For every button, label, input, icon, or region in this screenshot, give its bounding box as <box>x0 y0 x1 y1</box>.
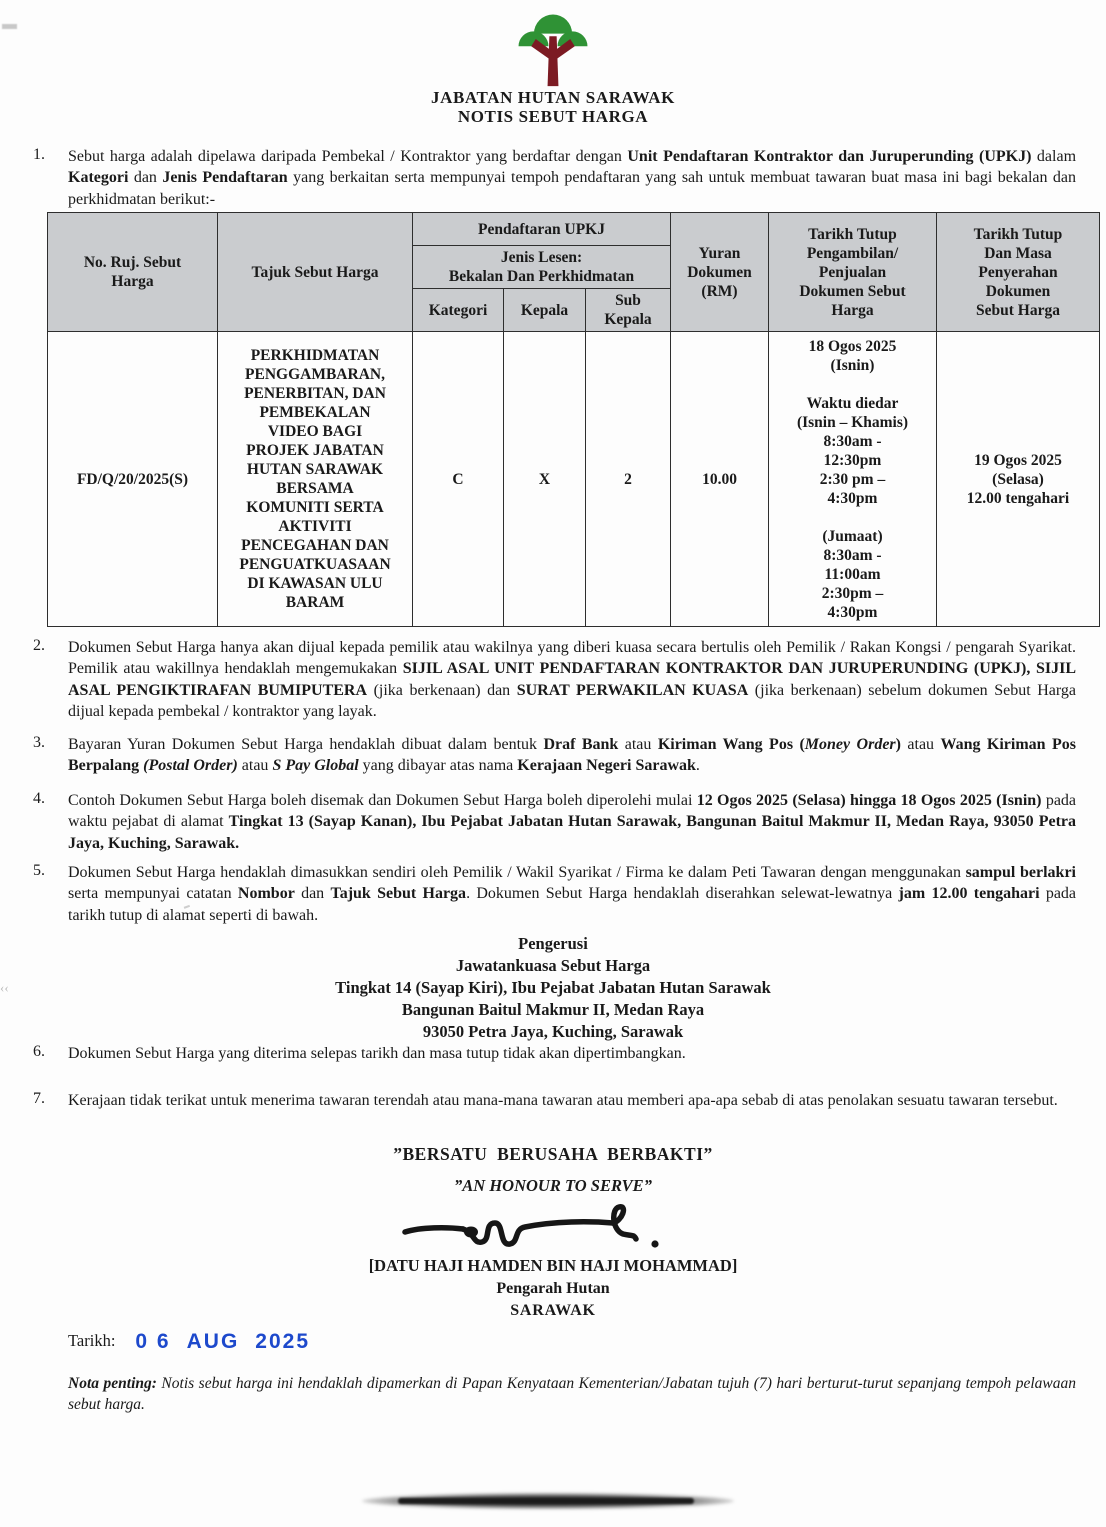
clause-1 <box>33 146 1078 210</box>
cell-tarikh-penyerahan: 19 Ogos 2025 (Selasa) 12.00 tengahari <box>937 332 1100 627</box>
col-header-kategori: Kategori <box>413 289 504 332</box>
date-stamp: 0 6 AUG 2025 <box>135 1330 311 1353</box>
signatory-title: Pengarah Hutan <box>496 1280 610 1297</box>
clause-3 <box>33 734 1078 777</box>
clause-2-number: 2. <box>33 637 45 654</box>
col-header-kepala: Kepala <box>504 289 586 332</box>
col-header-group-upkj: Pendaftaran UPKJ <box>413 213 671 246</box>
clause-4-text: Contoh Dokumen Sebut Harga boleh disemak dan Dokumen Sebut Harga boleh diperolehi mulai 12 Ogos 2025 (Selasa) hingga 18 Ogos 2025 (Isnin) pada waktu pejabat di alamat Tingkat 13 (Sayap Kanan), Ibu Pejabat Jabatan Hutan Sarawak, Bangunan Baitul Makmur II, Medan Raya, 93050 Petra Jaya, Kuching, Sarawak. <box>68 792 1077 852</box>
scan-artifact-bottom-smudge <box>362 1493 734 1509</box>
clause-6-number: 6. <box>33 1043 45 1060</box>
col-header-no-ruj: No. Ruj. Sebut Harga <box>48 213 218 332</box>
cell-tajuk: PERKHIDMATAN PENGGAMBARAN, PENERBITAN, DAN PEMBEKALAN VIDEO BAGI PROJEK JABATAN HUTAN SARAWAK BERSAMA KOMUNITI SERTA AKTIVITI PENCEGAHAN DAN PENGUATKUASAAN DI KAWASAN ULU BARAM <box>218 332 413 627</box>
clause-7-number: 7. <box>33 1090 45 1107</box>
clause-7 <box>33 1090 1078 1111</box>
document-title-line1: JABATAN HUTAN SARAWAK <box>430 88 675 107</box>
col-header-tarikh-penyerahan: Tarikh Tutup Dan Masa Penyerahan Dokumen Sebut Harga <box>937 213 1100 332</box>
signatory-org: SARAWAK <box>510 1302 596 1319</box>
clause-1-number: 1. <box>33 146 45 163</box>
clause-5-text: Dokumen Sebut Harga hendaklah dimasukkan sendiri oleh Pemilik / Wakil Syarikat / Firma ke dalam Peti Tawaran dengan menggunakan sampul berlakri serta mempunyai catatan Nombor dan Tajuk Sebut Harga. Dokumen Sebut Harga hendaklah diserahkan selewat-lewatnya jam 12.00 tengahari pada tarikh tutup di alamat seperti di bawah. <box>68 864 1077 924</box>
col-header-group-jenis-lesen: Jenis Lesen: Bekalan Dan Perkhidmatan <box>413 246 671 289</box>
quotation-table <box>47 212 1100 627</box>
scan-artifact-bottom-smudge-core <box>398 1498 694 1504</box>
cell-yuran: 10.00 <box>671 332 769 627</box>
cell-no-ruj: FD/Q/20/2025(S) <box>48 332 218 627</box>
clause-2 <box>33 637 1078 723</box>
col-header-sub-kepala: Sub Kepala <box>586 289 671 332</box>
clause-2-text: Dokumen Sebut Harga hanya akan dijual kepada pemilik atau wakilnya yang diberi kuasa secara bertulis oleh Pemilik / Rakan Kongsi / pengarah Syarikat. Pemilik atau wakillnya hendaklah mengemukakan SIJIL ASAL UNIT PENDAFTARAN KONTRAKTOR DAN JURUPERUNDING (UPKJ), SIJIL ASAL PENGIKTIRAFAN BUMIPUTERA (jika berkenaan) dan SURAT PERWAKILAN KUASA (jika berkenaan) sebelum dokumen Sebut Harga dijual kepada pembekal / kontraktor yang layak. <box>68 639 1077 721</box>
col-header-yuran: Yuran Dokumen (RM) <box>671 213 769 332</box>
signature-block <box>0 1202 1106 1259</box>
document-title-line2: NOTIS SEBUT HARGA <box>457 107 649 126</box>
clause-5 <box>33 862 1078 926</box>
col-header-tarikh-pengambilan: Tarikh Tutup Pengambilan/ Penjualan Dokumen Sebut Harga <box>769 213 937 332</box>
signature-icon <box>399 1202 689 1254</box>
motto-english: ”AN HONOUR TO SERVE” <box>454 1176 652 1195</box>
quotation-table-row <box>48 332 1100 627</box>
document-header <box>0 10 1106 126</box>
clause-3-number: 3. <box>33 734 45 751</box>
important-note: Nota penting: Notis sebut harga ini hendaklah dipamerkan di Papan Kenyataan Kementerian/Jabatan tujuh (7) hari berturut-turut sepanjang tempoh pelawaan sebut harga. <box>68 1375 1077 1413</box>
date-label: Tarikh: <box>68 1331 116 1350</box>
clause-6-text: Dokumen Sebut Harga yang diterima selepas tarikh dan masa tutup tidak akan dipertimbangkan. <box>68 1045 686 1062</box>
clause-4 <box>33 790 1078 854</box>
clause-7-text: Kerajaan tidak terikat untuk menerima tawaran terendah atau mana-mana tawaran atau memberi apa-apa sebab di atas penolakan sesuatu tawaran tersebut. <box>68 1092 1058 1109</box>
clause-3-text: Bayaran Yuran Dokumen Sebut Harga hendaklah dibuat dalam bentuk Draf Bank atau Kiriman Wang Pos (Money Order) atau Wang Kiriman Pos Berpalang (Postal Order) atau S Pay Global yang dibayar atas nama Kerajaan Negeri Sarawak. <box>68 736 1077 775</box>
clause-4-number: 4. <box>33 790 45 807</box>
cell-kategori: C <box>413 332 504 627</box>
forestry-tree-logo-icon <box>507 10 599 88</box>
submission-address: Pengerusi Jawatankuasa Sebut Harga Tingkat 14 (Sayap Kiri), Ibu Pejabat Jabatan Hutan Sarawak Bangunan Baitul Makmur II, Medan Raya 93050 Petra Jaya, Kuching, Sarawak <box>335 934 771 1041</box>
scan-artifact-left-margin: ‹‹ <box>0 980 9 995</box>
cell-tarikh-pengambilan: 18 Ogos 2025 (Isnin) Waktu diedar (Isnin – Khamis) 8:30am - 12:30pm 2:30 pm – 4:30pm (Jumaat) 8:30am - 11:00am 2:30pm – 4:30pm <box>769 332 937 627</box>
col-header-tajuk: Tajuk Sebut Harga <box>218 213 413 332</box>
cell-sub-kepala: 2 <box>586 332 671 627</box>
motto-malay: ”BERSATU BERUSAHA BERBAKTI” <box>393 1144 713 1164</box>
cell-kepala: X <box>504 332 586 627</box>
clause-1-text: Sebut harga adalah dipelawa daripada Pembekal / Kontraktor yang berdaftar dengan Unit Pendaftaran Kontraktor dan Juruperunding (UPKJ) dalam Kategori dan Jenis Pendaftaran yang berkaitan serta mempunyai tempoh pendaftaran yang sah untuk membuat tawaran buat masa ini bagi bekalan dan perkhidmatan berikut:- <box>68 148 1077 208</box>
signatory-name: [DATU HAJI HAMDEN BIN HAJI MOHAMMAD] <box>368 1256 738 1275</box>
date-line <box>68 1330 326 1354</box>
clause-5-number: 5. <box>33 862 45 879</box>
clause-6 <box>33 1043 1078 1064</box>
